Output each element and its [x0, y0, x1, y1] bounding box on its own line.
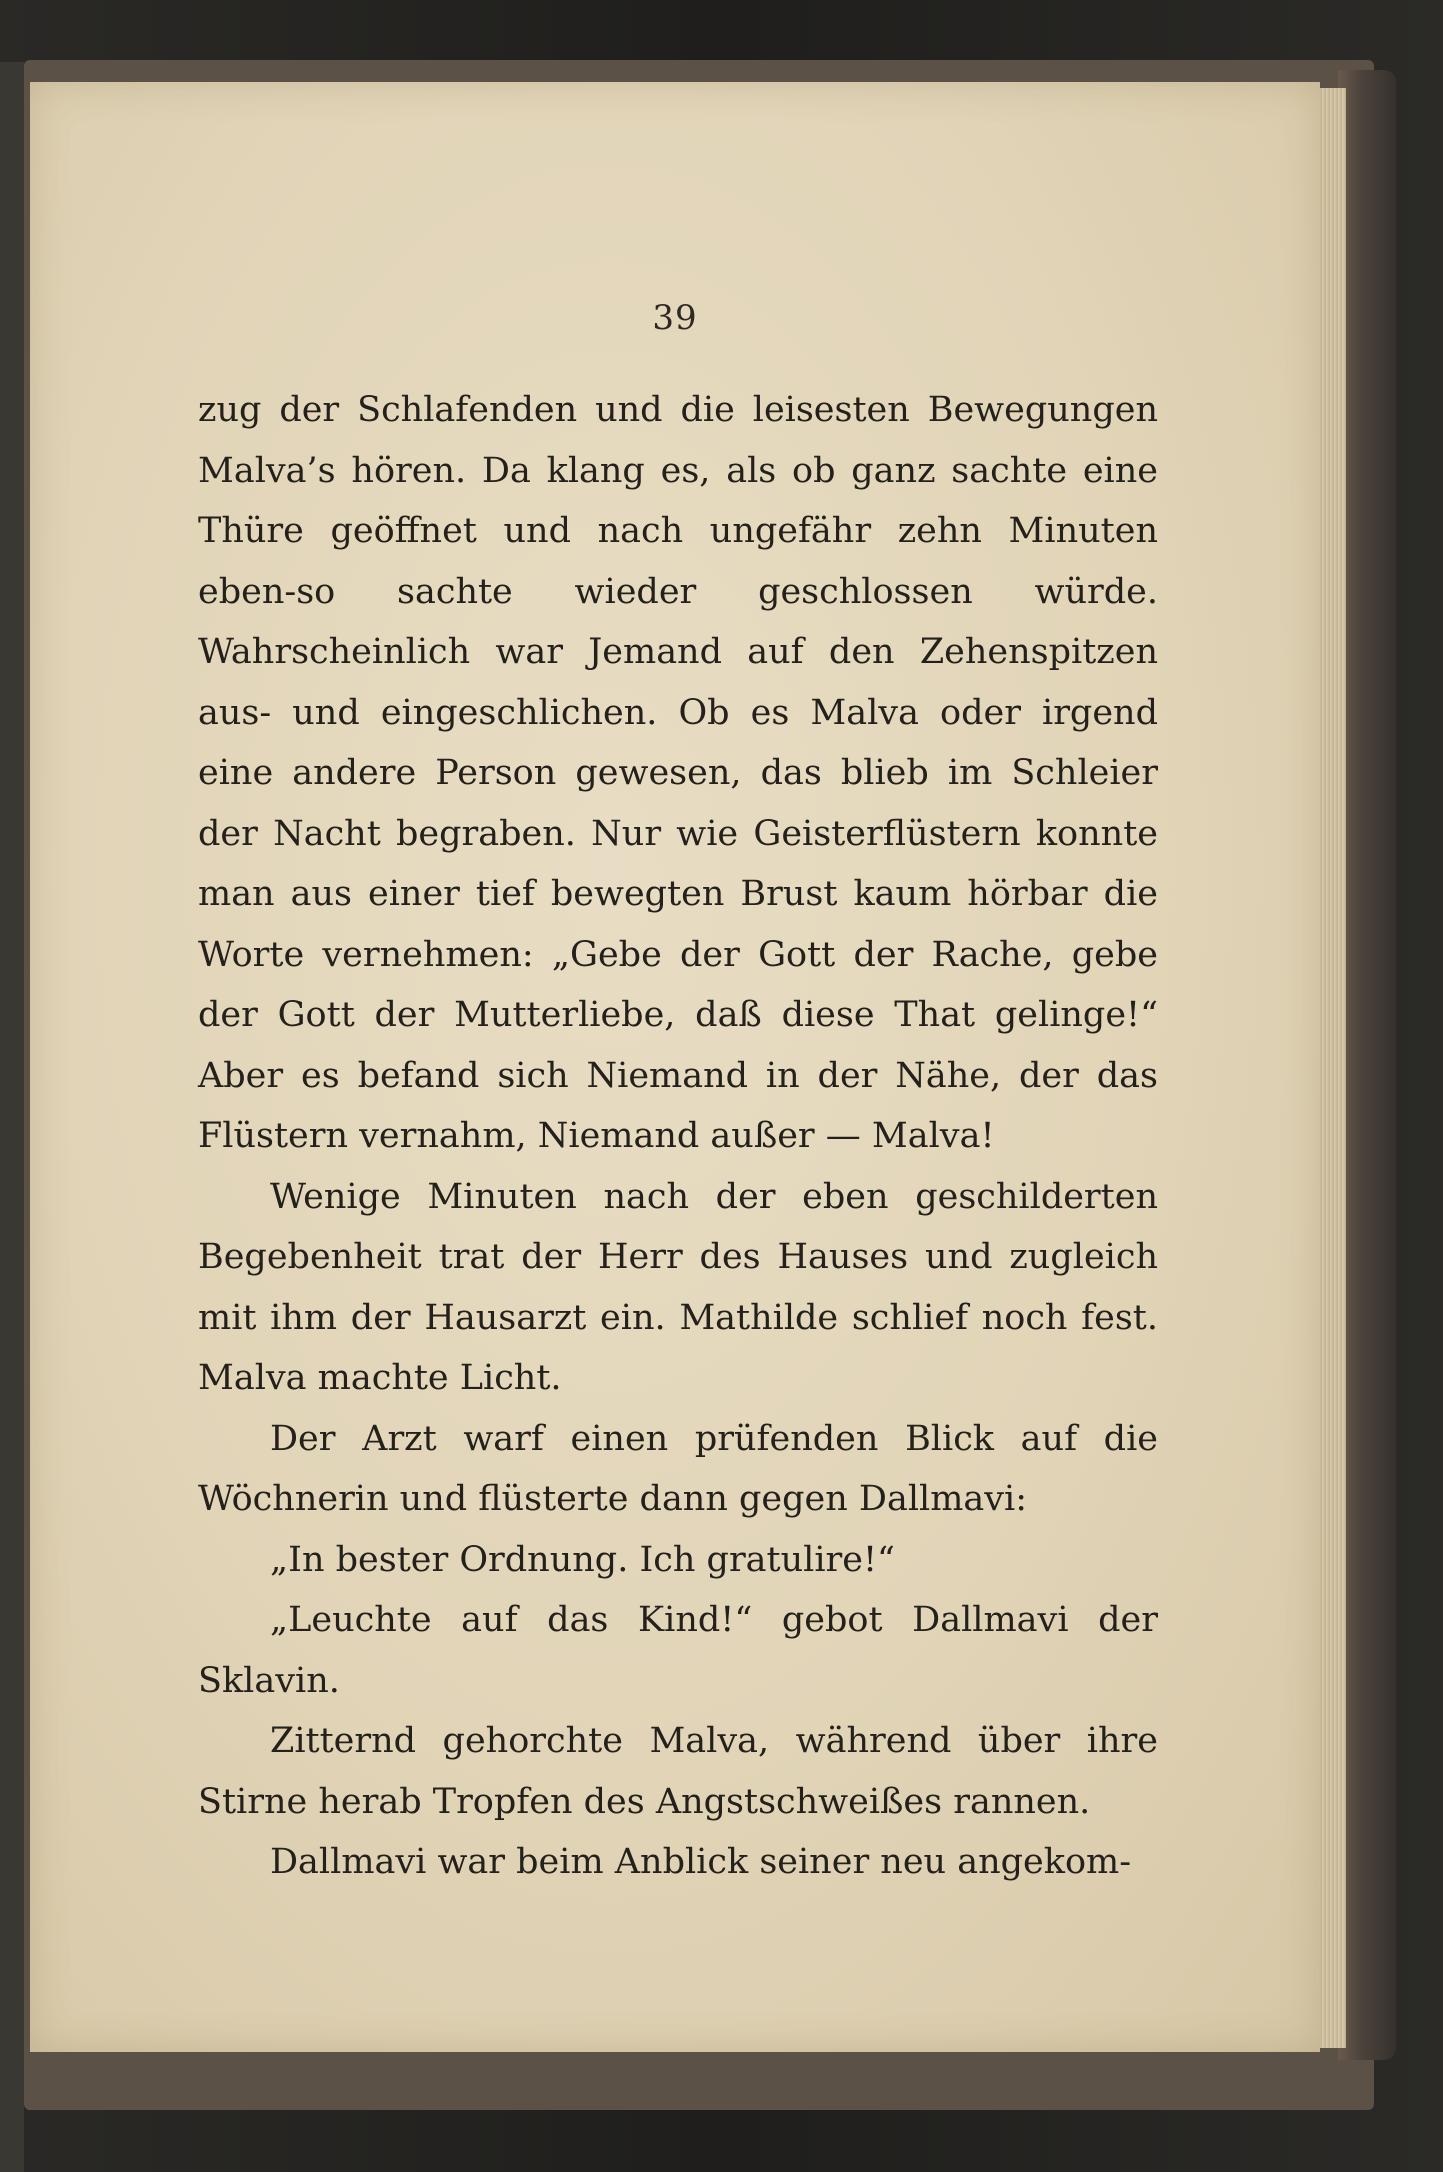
paragraph-2: Wenige Minuten nach der eben geschilderten Begebenheit trat der Herr des Hauses und zugleich mit ihm der Hausarzt ein. Mathilde schlief noch fest. Malva machte Licht.: [198, 1176, 1158, 1398]
paragraph-1: zug der Schlafenden und die leisesten Bewegungen Malva’s hören. Da klang es, als ob ganz sachte eine Thüre geöffnet und nach ungefähr zehn Minuten eben-so sachte wieder geschlossen würde. Wahrscheinlich war Jemand auf den Zehenspitzen aus- und eingeschlichen. Ob es Malva oder irgend eine andere Person gewesen, das blieb im Schleier der Nacht begraben. Nur wie Geisterflüstern konnte man aus einer tief bewegten Brust kaum hörbar die Worte vernehmen: „Gebe der Gott der Rache, gebe der Gott der Mutterliebe, daß diese That gelinge!“ Aber es befand sich Niemand in der Nähe, der das Flüstern vernahm, Niemand außer — Malva!: [198, 390, 1158, 1156]
book-page: [30, 82, 1320, 2052]
paragraph-3: Der Arzt warf einen prüfenden Blick auf die Wöchnerin und flüsterte dann gegen Dallmavi:: [198, 1418, 1158, 1519]
page-number: 39: [652, 298, 698, 338]
left-cover-edge: [0, 62, 24, 2172]
paragraph-6: Zitternd gehorchte Malva, während über ihre Stirne herab Tropfen des Angstschweißes rannen.: [198, 1721, 1158, 1822]
paragraph-4: „In bester Ordnung. Ich gratulire!“: [270, 1539, 895, 1580]
paragraph-7: Dallmavi war beim Anblick seiner neu angekom-: [270, 1842, 1132, 1882]
page-text: [198, 380, 1158, 1893]
book-binding-right: [1338, 70, 1396, 2060]
paragraph-5: „Leuchte auf das Kind!“ gebot Dallmavi der Sklavin.: [198, 1600, 1158, 1701]
